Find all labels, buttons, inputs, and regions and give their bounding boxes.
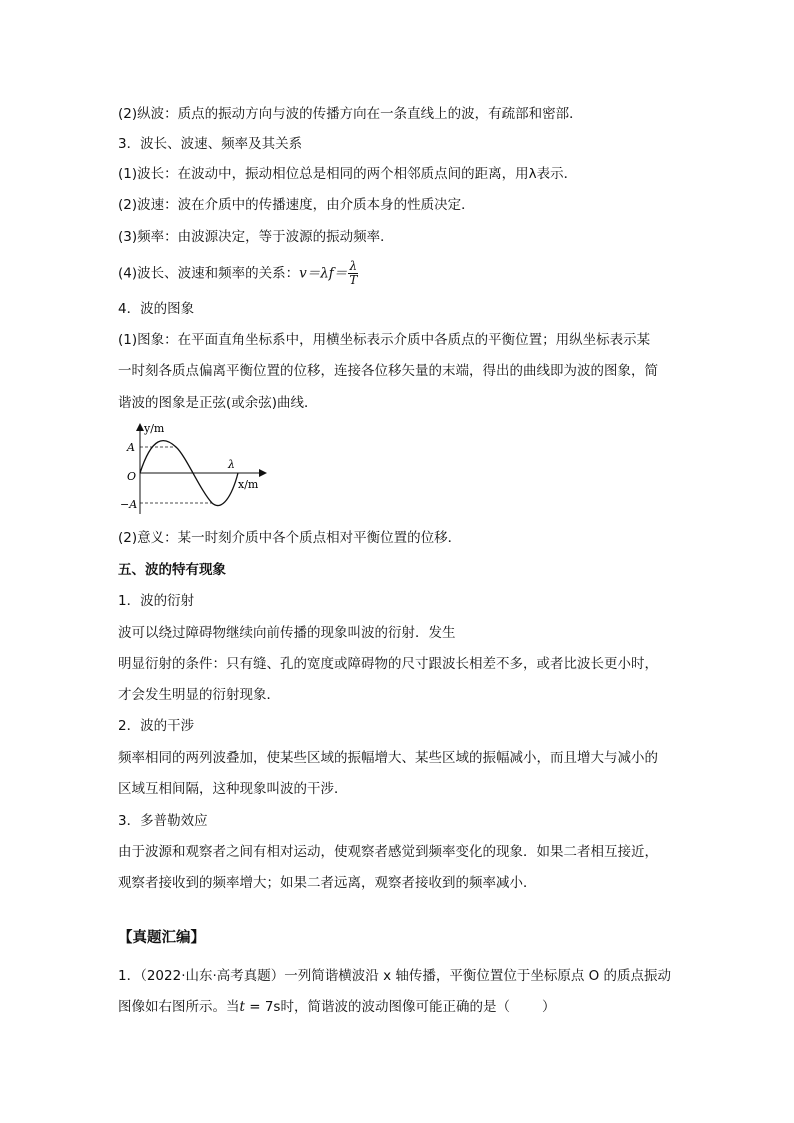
text-line: 明显衍射的条件：只有缝、孔的宽度或障碍物的尺寸跟波长相差不多，或者比波长更小时， bbox=[118, 656, 658, 672]
text-line: 频率相同的两列波叠加，使某些区域的振幅增大、某些区域的振幅减小，而且增大与减小的 bbox=[118, 750, 658, 766]
y-axis-label: y/m bbox=[144, 422, 165, 435]
fraction-numerator: λ bbox=[349, 259, 358, 273]
section-title: 【真题汇编】 bbox=[118, 930, 205, 946]
formula-expression: v＝λf＝ bbox=[299, 265, 348, 282]
time-value: = 7s bbox=[244, 999, 281, 1015]
section-heading: 1．波的衍射 bbox=[118, 593, 195, 609]
text-line: 一时刻各质点偏离平衡位置的位移，连接各位移矢量的末端，得出的曲线即为波的图象，简 bbox=[118, 363, 658, 379]
section-heading: 4．波的图象 bbox=[118, 301, 195, 317]
formula-line bbox=[118, 260, 358, 287]
formula-prefix: (4)波长、波速和频率的关系： bbox=[118, 265, 300, 282]
text-line: (2)纵波：质点的振动方向与波的传播方向在一条直线上的波，有疏部和密部． bbox=[118, 106, 583, 122]
wavelength-label: λ bbox=[228, 458, 235, 471]
text-line: (1)图象：在平面直角坐标系中，用横坐标表示介质中各质点的平衡位置；用纵坐标表示某 bbox=[118, 332, 651, 348]
time-variable: t bbox=[239, 999, 245, 1015]
question-text-part: ） bbox=[541, 999, 556, 1015]
text-line: 才会发生明显的衍射现象． bbox=[118, 687, 280, 703]
text-line: 谐波的图象是正弦(或余弦)曲线． bbox=[118, 395, 318, 411]
fraction-denominator: T bbox=[349, 273, 358, 287]
text-line: 由于波源和观察者之间有相对运动，使观察者感觉到频率变化的现象．如果二者相互接近， bbox=[118, 844, 658, 860]
question-text: 1．（2022·山东·高考真题）一列简谐横波沿 x 轴传播，平衡位置位于坐标原点 O 的质点振动 bbox=[118, 968, 672, 984]
section-heading: 3．多普勒效应 bbox=[118, 813, 208, 829]
text-line: (3)频率：由波源决定，等于波源的振动频率． bbox=[118, 229, 394, 245]
text-line: (2)波速：波在介质中的传播速度，由介质本身的性质决定． bbox=[118, 197, 475, 213]
question-text-part: 时，简谐波的波动图像可能正确的是（ bbox=[280, 999, 510, 1015]
question-text bbox=[118, 997, 555, 1017]
negative-amplitude-label: −A bbox=[120, 498, 138, 511]
fraction bbox=[348, 260, 358, 287]
wave-graph bbox=[118, 420, 278, 520]
text-line: 观察者接收到的频率增大；如果二者远离，观察者接收到的频率减小． bbox=[118, 875, 537, 891]
x-axis-label: x/m bbox=[238, 478, 259, 491]
text-line: 区域互相间隔，这种现象叫波的干涉． bbox=[118, 781, 348, 797]
section-heading: 2．波的干涉 bbox=[118, 718, 195, 734]
text-line: (1)波长：在波动中，振动相位总是相同的两个相邻质点间的距离，用λ表示． bbox=[118, 166, 578, 182]
text-line: 波可以绕过障碍物继续向前传播的现象叫波的衍射．发生 bbox=[118, 625, 456, 641]
text-line: (2)意义：某一时刻介质中各个质点相对平衡位置的位移． bbox=[118, 530, 462, 546]
question-text-part: 图像如右图所示。当 bbox=[118, 999, 240, 1015]
origin-label: O bbox=[127, 470, 137, 483]
section-heading: 3．波长、波速、频率及其关系 bbox=[118, 136, 303, 152]
section-title: 五、波的特有现象 bbox=[118, 562, 226, 578]
amplitude-label: A bbox=[127, 441, 135, 454]
